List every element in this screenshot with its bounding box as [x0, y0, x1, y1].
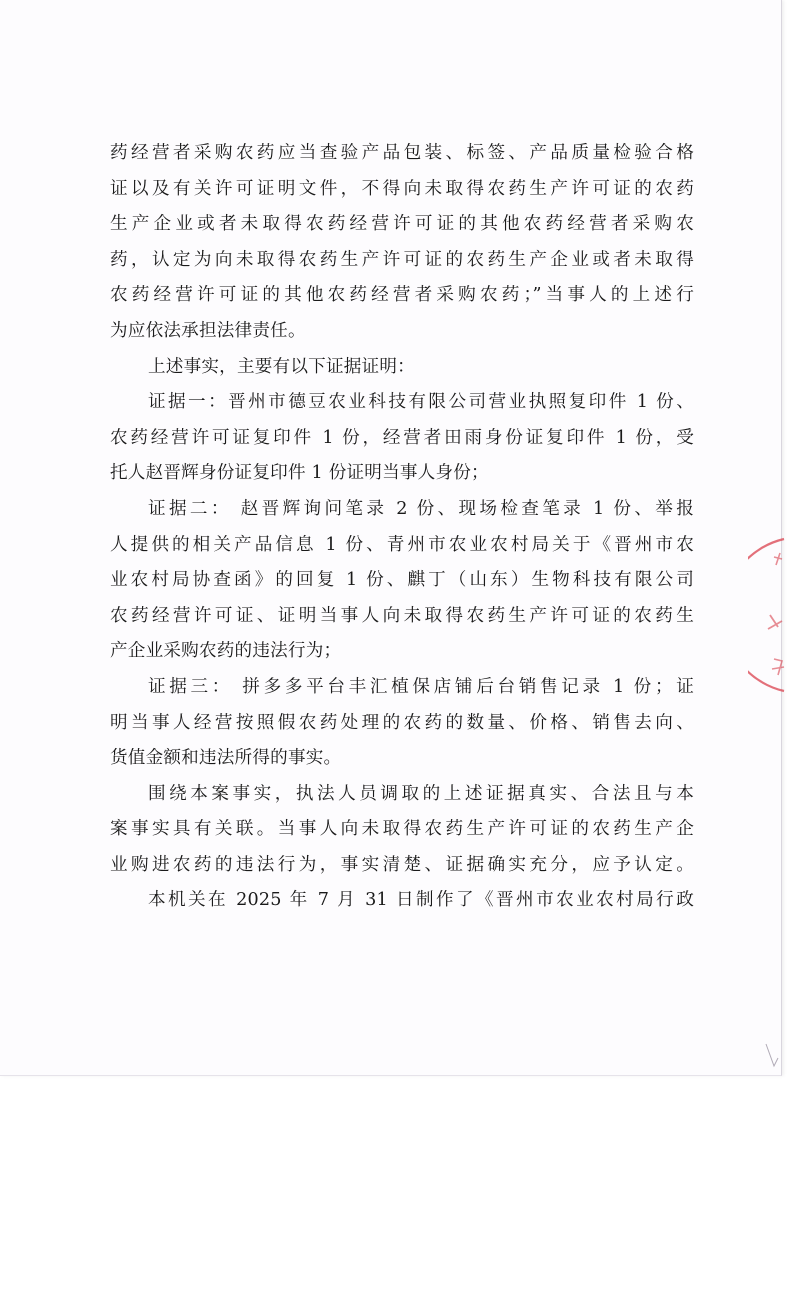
p6-line-1: 围绕本案事实，执法人员调取的上述证据真实、合法且与本	[148, 783, 694, 804]
p5-line-1: 证据三： 拼多多平台丰汇植保店铺后台销售记录 1 份；证	[148, 676, 694, 697]
p3-line-3: 托人赵晋辉身份证复印件 1 份证明当事人身份；	[110, 463, 489, 484]
p4-line-3: 业农村局协查函》的回复 1 份、麒丁（山东）生物科技有限公司	[110, 570, 694, 591]
p2-line-1: 上述事实，主要有以下证据证明：	[148, 356, 415, 377]
p3-line-2: 农药经营许可证复印件 1 份，经营者田雨身份证复印件 1 份，受	[110, 427, 694, 448]
p6-line-2: 案事实具有关联。当事人向未取得农药生产许可证的农药生产企	[110, 819, 694, 840]
p5-line-3: 货值金额和违法所得的事实。	[110, 748, 342, 769]
p1-line-5: 农药经营许可证的其他农药经营者采购农药；”当事人的上述行	[110, 285, 694, 306]
p4-line-5: 产企业采购农药的违法行为；	[110, 641, 342, 662]
p4-line-4: 农药经营许可证、证明当事人向未取得农药生产许可证的农药生	[110, 605, 694, 626]
p4-line-2: 人提供的相关产品信息 1 份、青州市农业农村局关于《晋州市农	[110, 534, 694, 555]
p1-line-6: 为应依法承担法律责任。	[110, 320, 306, 341]
p7-line-1: 本机关在 2025 年 7 月 31 日制作了《晋州市农业农村局行政	[148, 890, 694, 911]
p5-line-2: 明当事人经营按照假农药处理的农药的数量、价格、销售去向、	[110, 712, 694, 733]
p1-line-4: 药，认定为向未取得农药生产许可证的农药生产企业或者未取得	[110, 249, 694, 270]
p3-line-1: 证据一：晋州市德豆农业科技有限公司营业执照复印件 1 份、	[148, 392, 694, 413]
p4-line-1: 证据二： 赵晋辉询问笔录 2 份、现场检查笔录 1 份、举报	[148, 498, 694, 519]
page-edge-mark	[762, 1040, 780, 1070]
p1-line-2: 证以及有关许可证明文件，不得向未取得农药生产许可证的农药	[110, 178, 694, 199]
document-body	[110, 136, 694, 919]
p6-line-3: 业购进农药的违法行为，事实清楚、证据确实充分，应予认定。	[110, 854, 694, 875]
p1-line-1: 药经营者采购农药应当查验产品包装、标签、产品质量检验合格	[110, 143, 694, 163]
p1-line-3: 生产企业或者未取得农药经营许可证的其他农药经营者采购农	[110, 214, 694, 235]
official-seal-fragment	[748, 535, 788, 695]
